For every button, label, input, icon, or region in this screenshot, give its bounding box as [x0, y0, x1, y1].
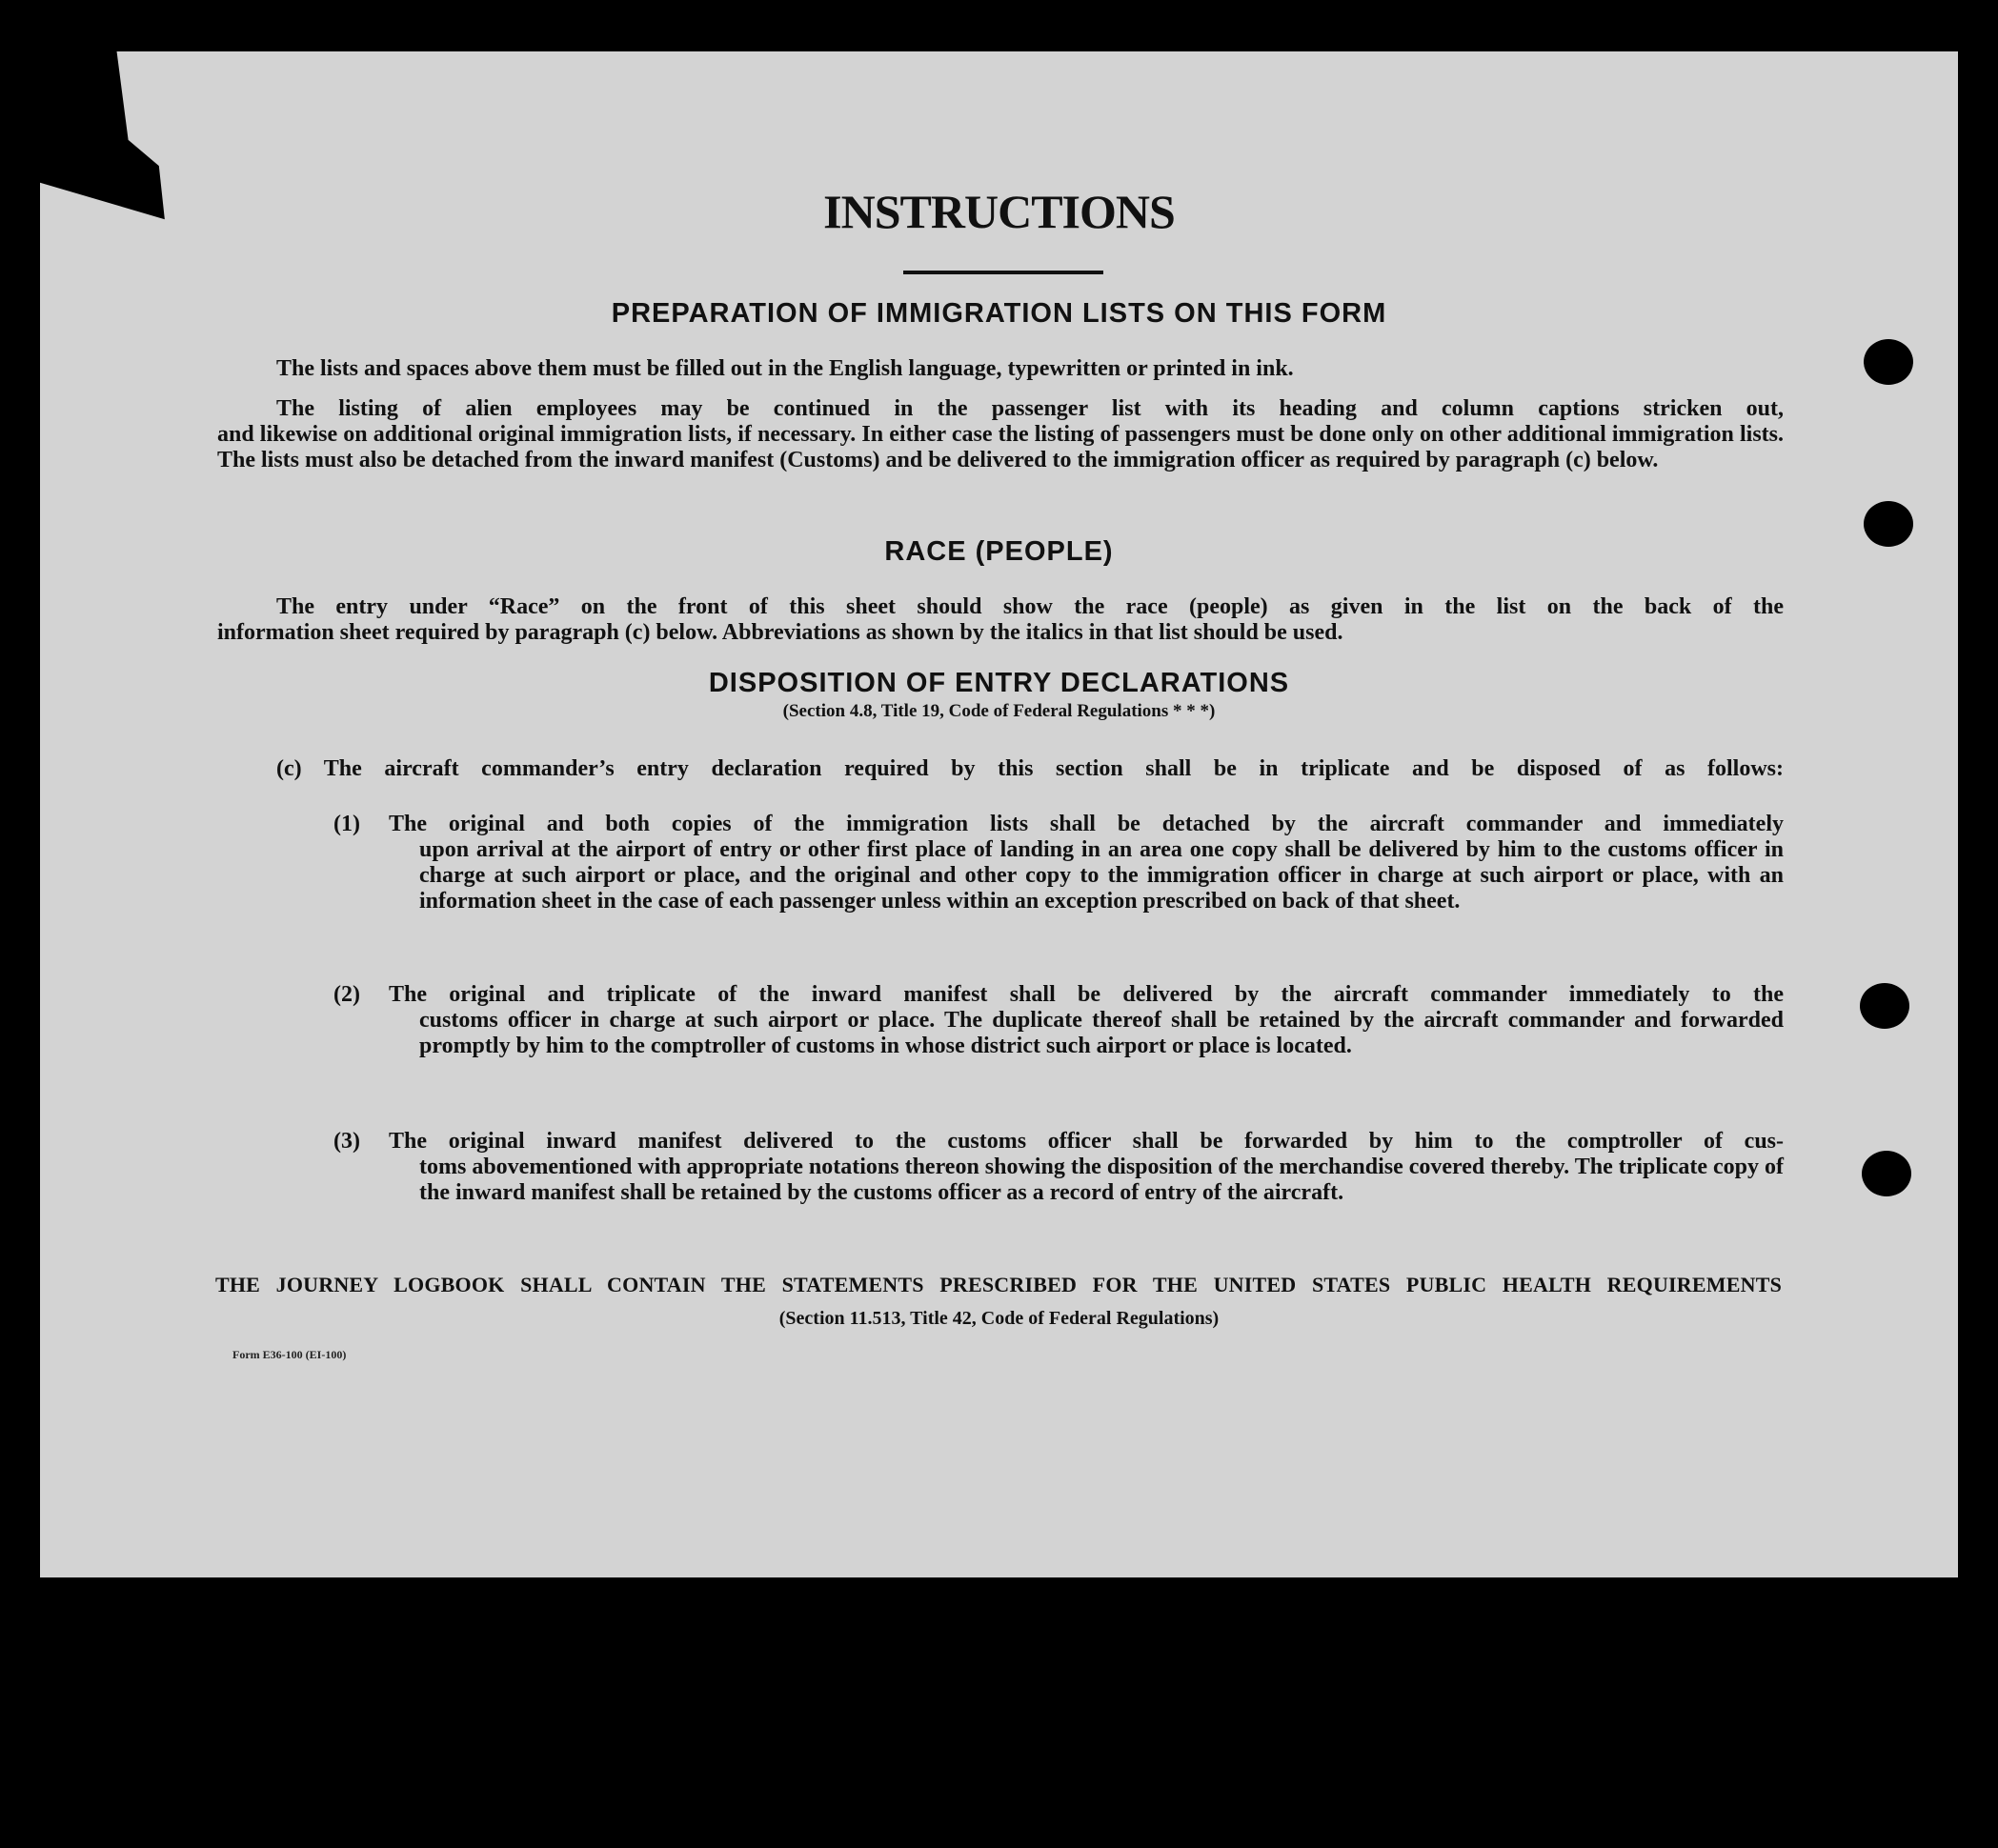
paragraph-language: The lists and spaces above them must be filled out in the English language, typewritten or printed in ink.: [276, 356, 1294, 381]
item-3-first-line: The original inward manifest delivered to the customs officer shall be forwarded by him to the comptroller of cus-: [389, 1129, 1784, 1154]
item-3-rest: toms abovementioned with appropriate notations thereon showing the disposition of the merchandise covered thereby. The triplicate copy of the inward manifest shall be retained by the customs officer as a record of entry of the aircraft.: [419, 1155, 1785, 1205]
item-1-rest: upon arrival at the airport of entry or other first place of landing in an area one copy shall be delivered by him to the customs officer in charge at such airport or place, and the original and other copy to the immigration officer in charge at such airport or place, with an information sheet in the case of each passenger unless within an exception prescribed on back of that sheet.: [419, 837, 1784, 914]
heading-preparation: PREPARATION OF IMMIGRATION LISTS ON THIS FORM: [611, 298, 1387, 329]
public-health-citation: (Section 11.513, Title 42, Code of Federal Regulations): [778, 1308, 1220, 1329]
disposition-citation: (Section 4.8, Title 19, Code of Federal Regulations * * *): [782, 701, 1216, 721]
item-2-first-line: The original and triplicate of the inward manifest shall be delivered by the aircraft commander immediately to the: [389, 982, 1784, 1007]
item-2-number: (2): [333, 982, 360, 1007]
item-1-number: (1): [333, 812, 360, 836]
paragraph-listing-rest: and likewise on additional original immigration lists, if necessary. In either case the listing of passengers must be done only on other additional immigration lists. The lists must also be detached from the inward manifest (Customs) and be delivered to the immigration officer as required by paragraph (c) below.: [217, 422, 1784, 472]
paragraph-race-first: The entry under “Race” on the front of this sheet should show the race (people) as given in the list on the back of the: [276, 594, 1784, 619]
public-health-statement: THE JOURNEY LOGBOOK SHALL CONTAIN THE STATEMENTS PRESCRIBED FOR THE UNITED STATES PUBLIC HEALTH REQUIREMENTS: [215, 1273, 1782, 1296]
paragraph-c-intro: (c) The aircraft commander’s entry declaration required by this section shall be in triplicate and be disposed of as follows:: [276, 756, 1784, 781]
punch-hole: [1864, 339, 1913, 385]
paragraph-listing-first: The listing of alien employees may be continued in the passenger list with its heading and column captions stricken out,: [276, 396, 1784, 421]
punch-hole: [1860, 983, 1909, 1029]
punch-hole: [1862, 1151, 1911, 1196]
item-3-number: (3): [333, 1129, 360, 1154]
item-1-first-line: The original and both copies of the immigration lists shall be detached by the aircraft commander and immediately: [389, 812, 1784, 836]
title-rule: [903, 271, 1103, 274]
heading-race: RACE (PEOPLE): [884, 536, 1114, 567]
form-number: Form E36-100 (EI-100): [232, 1348, 347, 1361]
heading-disposition: DISPOSITION OF ENTRY DECLARATIONS: [708, 668, 1290, 698]
item-2-rest: customs officer in charge at such airport or place. The duplicate thereof shall be retained by the aircraft commander and forwarded promptly by him to the comptroller of customs in whose district such airport or place is located.: [419, 1008, 1784, 1058]
page-title: INSTRUCTIONS: [823, 185, 1175, 238]
paragraph-race-rest: information sheet required by paragraph (c) below. Abbreviations as shown by the italics in that list should be used.: [217, 620, 1343, 645]
